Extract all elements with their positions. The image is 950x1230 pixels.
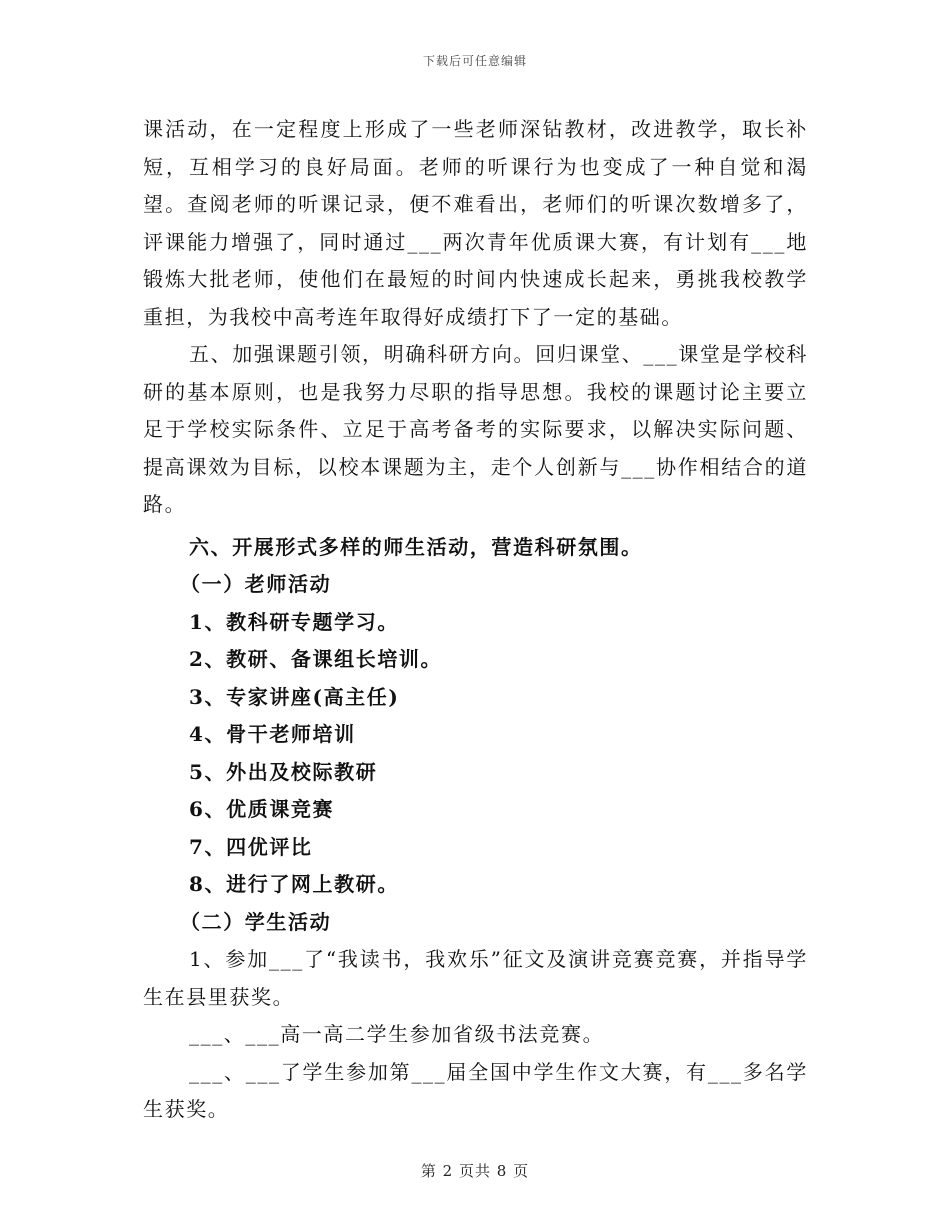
teacher-activity-item: 1、教科研专题学习。 bbox=[189, 609, 399, 634]
teacher-activities-title: （一）老师活动 bbox=[180, 572, 332, 596]
section-6-heading: 六、开展形式多样的师生活动，营造科研氛围。 bbox=[189, 534, 643, 559]
teacher-activity-item: 6、优质课竞赛 bbox=[189, 797, 335, 821]
page-footer: 第 2 页共 8 页 bbox=[420, 1162, 530, 1180]
student-activities-title: （二）学生活动 bbox=[180, 909, 332, 934]
teacher-activity-item: 5、外出及校际教研 bbox=[189, 759, 378, 784]
teacher-activity-item: 3、专家讲座(高主任) bbox=[189, 684, 400, 709]
page-header: 下载后可任意编辑 bbox=[422, 54, 527, 68]
teacher-activity-item: 4、骨干老师培训 bbox=[189, 722, 356, 746]
teacher-activity-item: 8、进行了网上教研。 bbox=[189, 872, 399, 896]
paragraph-section-5: 五、加强课题引领，明确科研方向。回归课堂、___课堂是学校科研的基本原则，也是我努力尽职的指导思想。我校的课题讨论主要立足于学校实际条件、立足于高考备考的实际要求，以解决实际问题、提高课效为目标，以校本课题为主，走个人创新与___协作相结合的道路。 bbox=[143, 342, 808, 516]
paragraph-continued: 课活动，在一定程度上形成了一些老师深钻教材，改进教学，取长补短，互相学习的良好局面。老师的听课行为也变成了一种自觉和渴望。查阅老师的听课记录，便不难看出，老师们的听课次数增多了，评课能力增强了，同时通过___两次青年优质课大赛，有计划有___地锻炼大批老师，使他们在最短的时间内快速成长起来，勇挑我校教学重担，为我校中高考连年取得好成绩打下了一定的基础。 bbox=[143, 117, 808, 329]
teacher-activity-item: 2、教研、备课组长培训。 bbox=[189, 647, 443, 671]
student-activity-paragraph: ___、___了学生参加第___届全国中学生作文大赛，有___多名学生获奖。 bbox=[143, 1059, 808, 1121]
student-activity-paragraph: ___、___高一高二学生参加省级书法竞赛。 bbox=[189, 1022, 605, 1046]
document-body bbox=[143, 111, 808, 1129]
teacher-activity-item: 7、四优评比 bbox=[189, 834, 313, 859]
student-activity-paragraph: 1、参加___了“我读书，我欢乐”征文及演讲竞赛竞赛，并指导学生在县里获奖。 bbox=[143, 947, 808, 1009]
